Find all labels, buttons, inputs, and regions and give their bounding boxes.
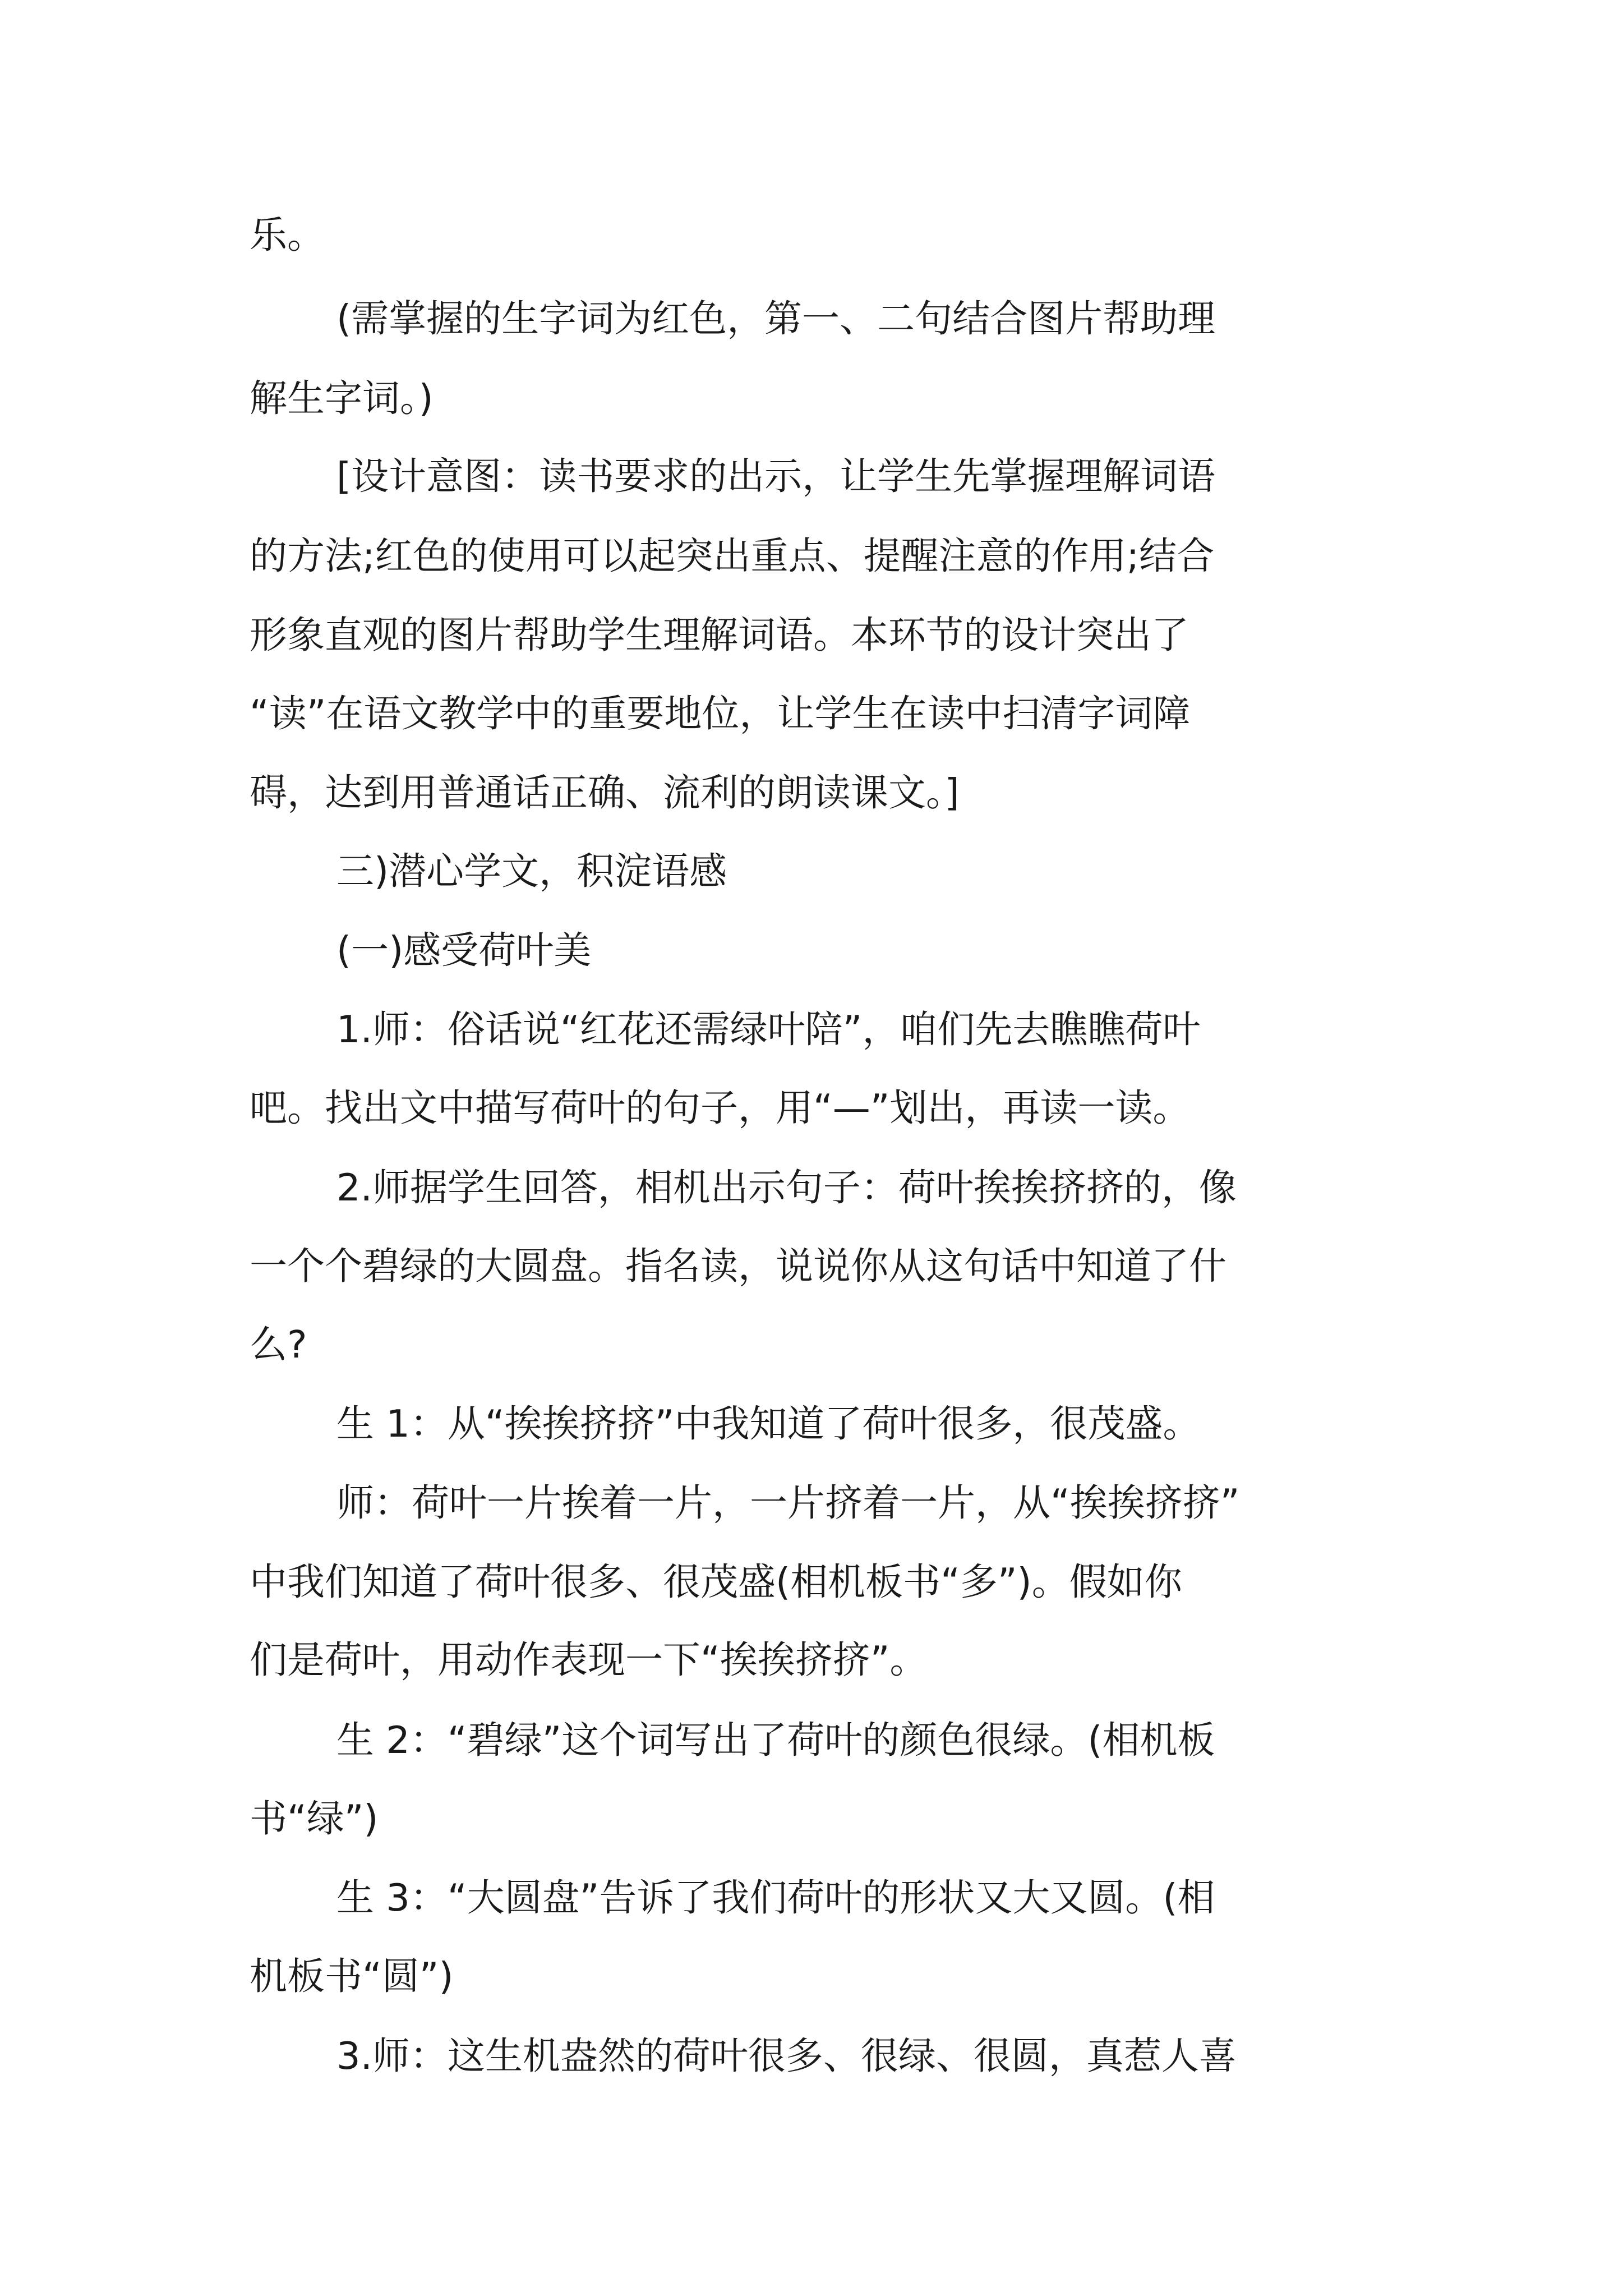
text-line: 2.师据学生回答，相机出示句子：荷叶挨挨挤挤的，像 (336, 1166, 1237, 1209)
text-line: 3.师：这生机盎然的荷叶很多、很绿、很圆，真惹人喜 (336, 2034, 1237, 2078)
text-line: 生 3：“大圆盘”告诉了我们荷叶的形状又大又圆。(相 (336, 1876, 1215, 1920)
text-line: 形象直观的图片帮助学生理解词语。本环节的设计突出了 (250, 613, 1189, 657)
text-line: [设计意图：读书要求的出示，让学生先掌握理解词语 (336, 454, 1216, 498)
text-line: 解生字词。) (250, 376, 434, 420)
text-line: 么? (250, 1323, 307, 1366)
text-line: 书“绿”) (250, 1797, 379, 1841)
text-line: 碍，达到用普通话正确、流利的朗读课文。] (250, 771, 960, 815)
text-line: 师：荷叶一片挨着一片，一片挤着一片，从“挨挨挤挤” (336, 1481, 1240, 1525)
section-heading: 三)潜心学文，积淀语感 (336, 849, 727, 893)
text-line: 机板书“圆”) (250, 1954, 454, 1998)
text-line: 生 1：从“挨挨挤挤”中我知道了荷叶很多，很茂盛。 (336, 1402, 1201, 1446)
text-line: 的方法;红色的使用可以起突出重点、提醒注意的作用;结合 (250, 534, 1215, 578)
text-line: 乐。 (250, 213, 325, 257)
text-line: 一个个碧绿的大圆盘。指名读，说说你从这句话中知道了什 (250, 1244, 1227, 1288)
text-line: 生 2：“碧绿”这个词写出了荷叶的颜色很绿。(相机板 (336, 1718, 1215, 1762)
text-line: 吧。找出文中描写荷叶的句子，用“—”划出，再读一读。 (250, 1086, 1191, 1130)
subsection-heading: (一)感受荷叶美 (336, 928, 592, 972)
text-line: (需掌握的生字词为红色，第一、二句结合图片帮助理 (336, 297, 1216, 341)
text-line: 们是荷叶，用动作表现一下“挨挨挤挤”。 (250, 1638, 928, 1682)
text-line: “读”在语文教学中的重要地位，让学生在读中扫清字词障 (250, 692, 1191, 735)
text-line: 中我们知道了荷叶很多、很茂盛(相机板书“多”)。假如你 (250, 1560, 1182, 1604)
text-line: 1.师：俗话说“红花还需绿叶陪”，咱们先去瞧瞧荷叶 (336, 1007, 1201, 1051)
